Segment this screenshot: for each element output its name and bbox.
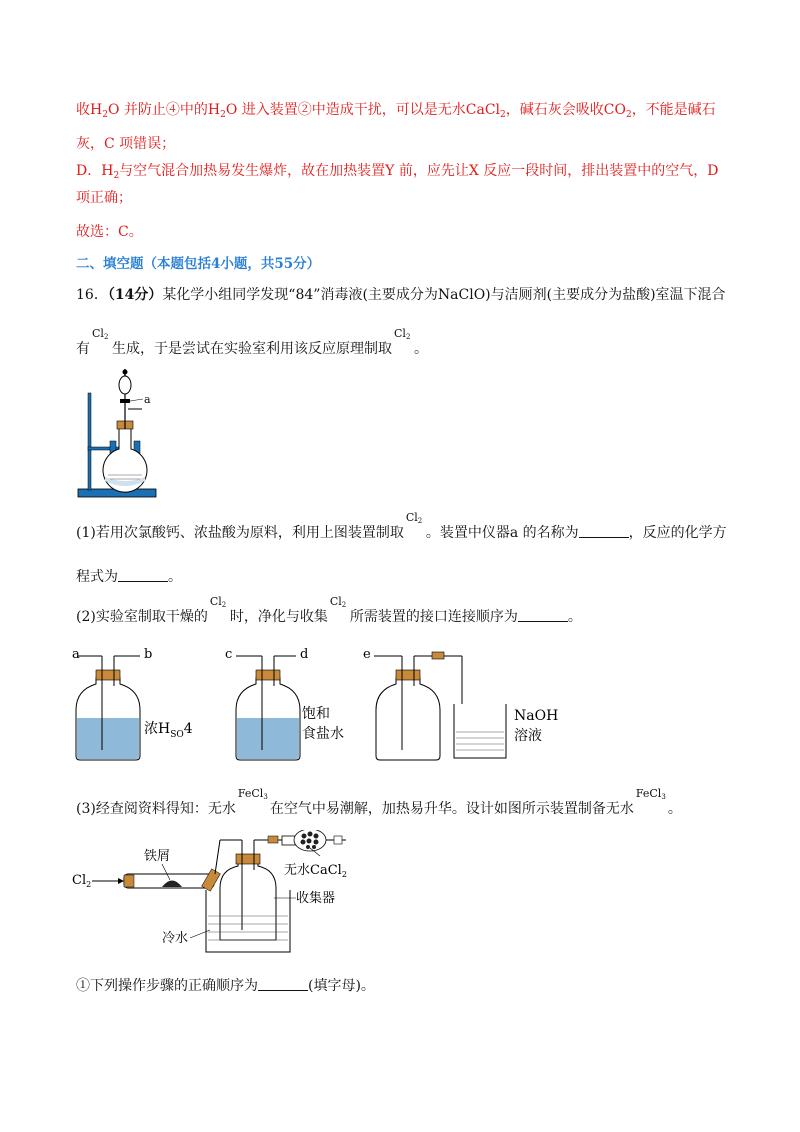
cl2-formula: Cl2: [92, 327, 109, 341]
fecl3-formula: FeCl3: [635, 787, 666, 801]
brine-label-1: 饱和: [302, 706, 330, 722]
q16-line-2: 有 Cl2 生成，于是尝试在实验室利用该反应原理制取 Cl2 。: [76, 327, 428, 357]
q16-intro: 16．（14分）某化学小组同学发现“84”消毒液(主要成分为NaClO)与洁厕剂(主要成分为盐酸)室温下混合: [76, 287, 726, 303]
iron-filings-label: 铁屑: [144, 849, 171, 864]
answer-line-3: D．$H_2$与空气混合加热易发生爆炸，故在加热装置Y 前，应先让X 反应一段时间，排出装置中的空气，D: [76, 163, 719, 181]
q16-part1-line-1: (1)若用次氯酸钙、浓盐酸为原料，利用上图装置制取 Cl2 。装置中仪器a 的名称为 ，反应的化学方: [76, 511, 727, 541]
port-e-label: e: [363, 647, 371, 662]
instrument-a-label: a: [144, 393, 151, 406]
q16-part1-line-2: 程式为 。: [76, 569, 182, 585]
cold-water-label: 冷水: [162, 931, 189, 946]
collector-label: 收集器: [296, 891, 336, 906]
q16-part3-step1: ①下列操作步骤的正确顺序为 (填字母)。: [76, 978, 375, 994]
answer-blank-equation[interactable]: [118, 569, 168, 582]
collection-bottle: [363, 647, 462, 760]
figure-fecl3-setup: [70, 830, 380, 960]
answer-blank-connection-order[interactable]: [518, 609, 568, 622]
answer-line-4: 项正确；: [76, 190, 132, 206]
answer-line-1: 收$H_2O$ 并防止④中的$H_2O$ 进入装置②中造成干扰，可以是无水CaCl$_2$，碱石灰会吸收$CO_2$，不能是碱石: [76, 102, 716, 120]
cl2-formula: Cl2: [209, 595, 227, 609]
figure-purification-setup: [70, 640, 570, 765]
cl2-formula: Cl2: [329, 595, 347, 609]
solution-label: 溶液: [514, 728, 542, 744]
answer-blank-step-order[interactable]: [258, 978, 308, 991]
bottle-conc-sulfuric-acid: [72, 647, 193, 760]
fecl3-formula: FeCl3: [237, 787, 268, 801]
answer-line-5: 故选：C。: [76, 224, 143, 240]
port-b-label: b: [144, 647, 153, 662]
q16-score: （14分）: [107, 287, 163, 303]
answer-line-2: 灰，C 项错误；: [76, 136, 176, 152]
bottle-saturated-brine: [225, 647, 344, 760]
port-a-label: a: [72, 647, 80, 662]
answer-blank-instrument-name[interactable]: [579, 525, 629, 538]
anhydrous-cacl2-label: 无水CaCl$_2$: [284, 863, 347, 879]
port-c-label: c: [225, 647, 233, 662]
section-title: 二、填空题（本题包括4小题，共55分）: [76, 256, 321, 272]
naoh-label: NaOH: [514, 708, 559, 724]
q16-part3: (3)经查阅资料得知：无水 FeCl3 在空气中易潮解，加热易升华。设计如图所示装置制备无水 FeCl3 。: [76, 787, 682, 817]
port-d-label: d: [300, 647, 309, 662]
cl2-formula: Cl2: [405, 511, 423, 525]
beaker-naoh: [454, 704, 558, 758]
q16-number: 16．: [76, 287, 108, 303]
conc-sulfuric-acid-label: 浓$H_{SO}4$: [144, 721, 193, 740]
cl2-formula: Cl2: [394, 327, 411, 341]
figure-chlorine-generator: [70, 365, 170, 500]
q16-part2: (2)实验室制取干燥的 Cl2 时，净化与收集 Cl2 所需装置的接口连接顺序为 。: [76, 595, 582, 625]
brine-label-2: 食盐水: [302, 726, 344, 742]
cl2-inlet-label: $Cl_2$: [72, 873, 92, 889]
